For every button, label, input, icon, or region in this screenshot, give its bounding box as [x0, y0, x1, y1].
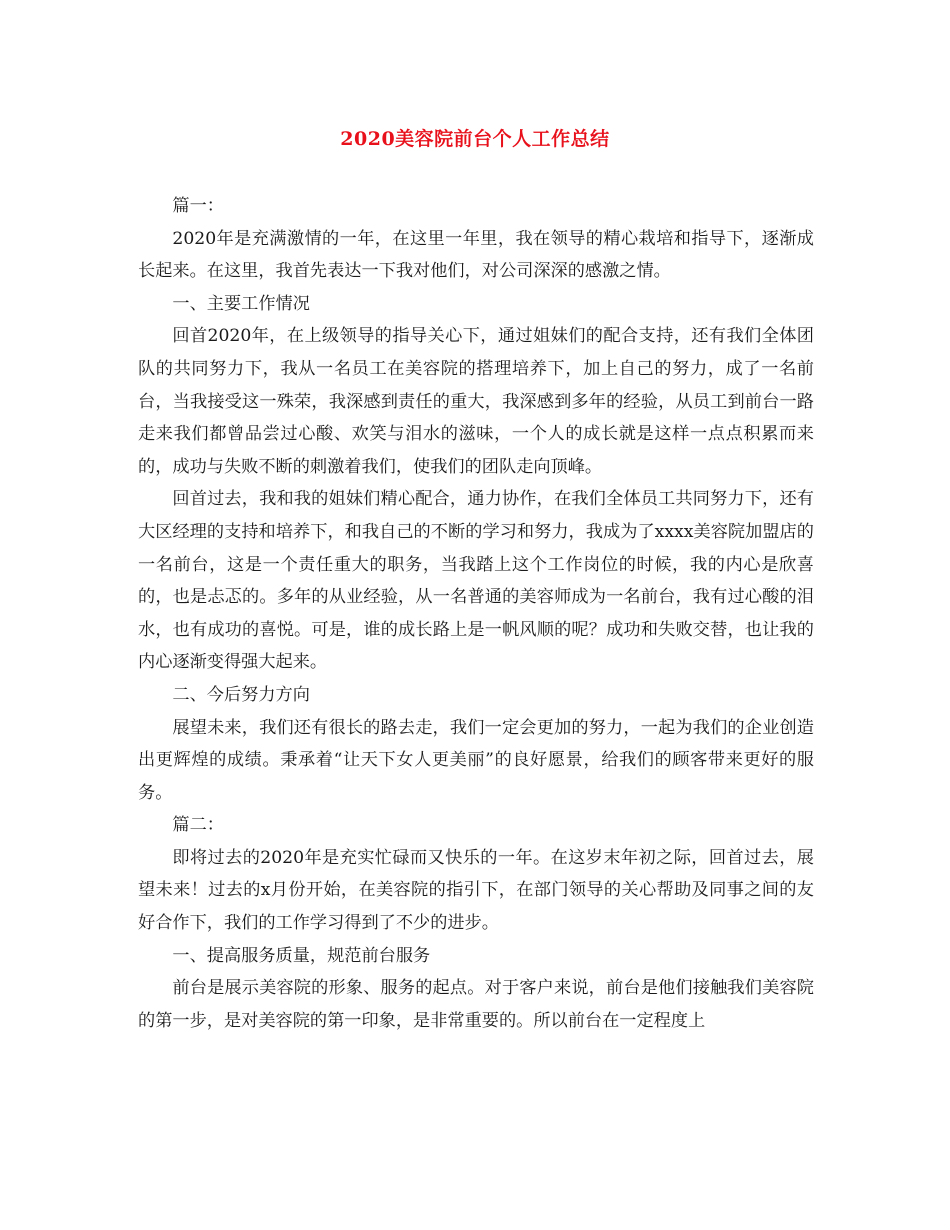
paragraph-heading-service-quality: 一、提高服务质量，规范前台服务 — [172, 945, 431, 966]
paragraph-review-past: 回首过去，我和我的姐妹们精心配合，通力协作，在我们全体员工共同努力下，还有大区经理的支持和培养下，和我自己的不断的学习和努力，我成为了xxxx美容院加盟店的一名前台，这是一个责任重大的职务，当我踏上这个工作岗位的时候，我的内心是欣喜的，也是忐忑的。多年的从业经验，从一名普通的美容师成为一名前台，我有过心酸的泪水，也有成功的喜悦。可是，谁的成长路上是一帆风顺的呢？成功和失败交替，也让我的内心逐渐变得强大起来。 — [138, 489, 814, 673]
paragraph-heading-main-work: 一、主要工作情况 — [172, 293, 310, 314]
document-title: 2020美容院前台个人工作总结 — [340, 128, 610, 150]
paragraph-year-end: 即将过去的2020年是充实忙碌而又快乐的一年。在这岁末年初之际，回首过去，展望未来！过去的x月份开始，在美容院的指引下，在部门领导的关心帮助及同事之间的友好合作下，我们的工作学习得到了不少的进步。 — [138, 847, 814, 934]
paragraph-front-desk: 前台是展示美容院的形象、服务的起点。对于客户来说，前台是他们接触我们美容院的第一步，是对美容院的第一印象，是非常重要的。所以前台在一定程度上 — [138, 978, 814, 1031]
paragraph-section-one-heading: 篇一： — [172, 196, 224, 216]
paragraph-section-two-heading: 篇二： — [172, 815, 224, 836]
document-body — [138, 190, 814, 1037]
paragraph-outlook: 展望未来，我们还有很长的路去走，我们一定会更加的努力，一起为我们的企业创造出更辉煌的成绩。秉承着“让天下女人更美丽”的良好愿景，给我们的顾客带来更好的服务。 — [138, 717, 814, 803]
paragraph-intro: 2020年是充满激情的一年，在这里一年里，我在领导的精心栽培和指导下，逐渐成长起来。在这里，我首先表达一下我对他们，对公司深深的感激之情。 — [138, 228, 814, 282]
paragraph-heading-future: 二、今后努力方向 — [172, 684, 310, 705]
paragraph-review-2020: 回首2020年，在上级领导的指导关心下，通过姐妹们的配合支持，还有我们全体团队的共同努力下，我从一名员工在美容院的搭理培养下，加上自己的努力，成了一名前台，当我接受这一殊荣，我深感到责任的重大，我深感到多年的经验，从员工到前台一路走来我们都曾品尝过心酸、欢笑与泪水的滋味，一个人的成长就是这样一点点积累而来的，成功与失败不断的刺激着我们，使我们的团队走向顶峰。 — [138, 326, 814, 477]
